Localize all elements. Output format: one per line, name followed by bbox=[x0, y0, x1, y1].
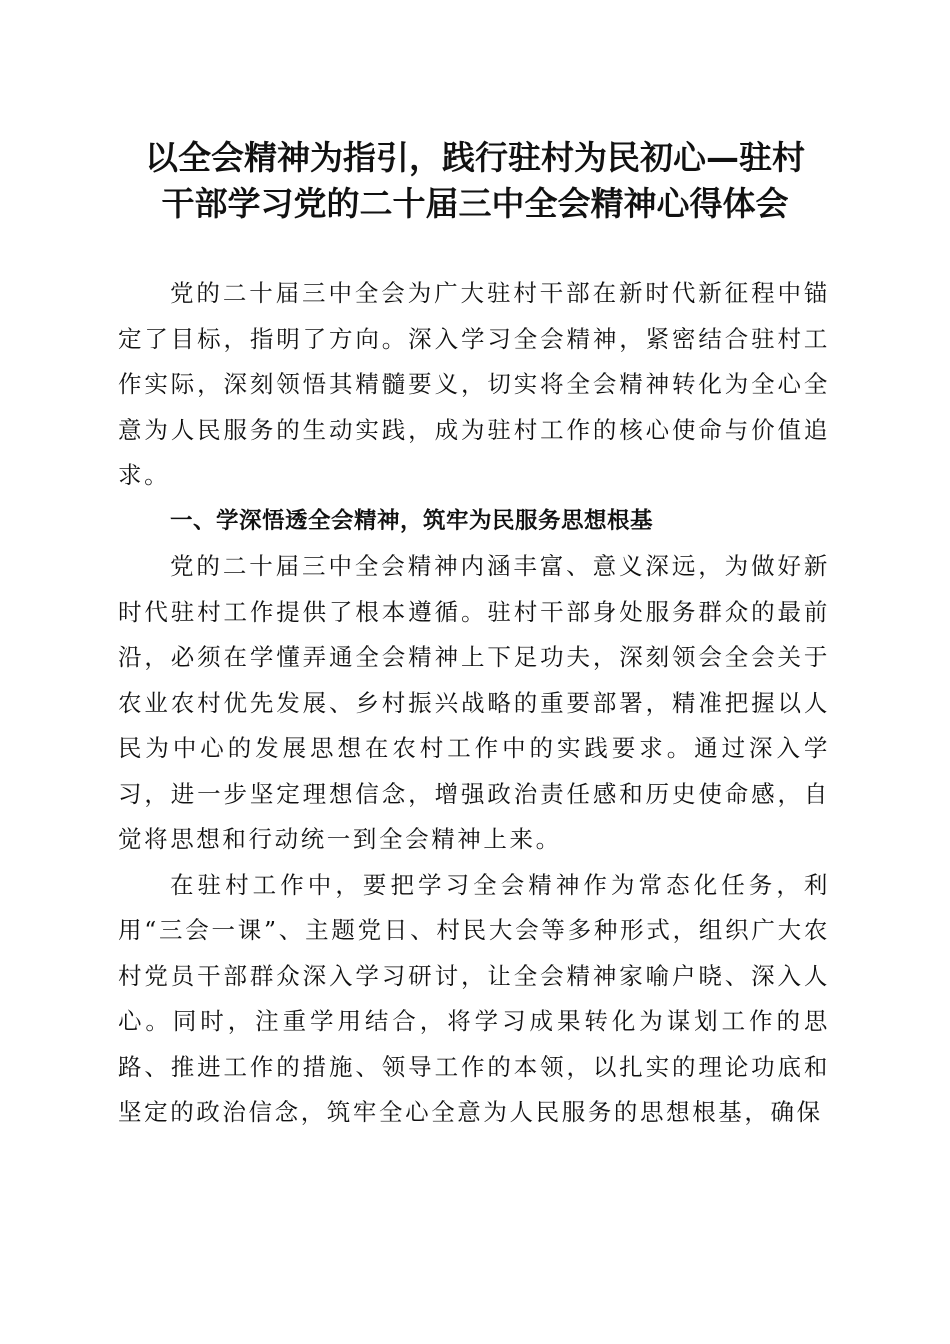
title-line-1: 以全会精神为指引，践行驻村为民初心—驻村 bbox=[145, 138, 805, 177]
document-body bbox=[118, 271, 830, 1136]
section1-paragraph-1: 党的二十届三中全会精神内涵丰富、意义深远，为做好新时代驻村工作提供了根本遵循。驻村干部身处服务群众的最前沿，必须在学懂弄通全会精神上下足功夫，深刻领会全会关于农业农村优先发展、乡村振兴战略的重要部署，精准把握以人民为中心的发展思想在农村工作中的实践要求。通过深入学习，进一步坚定理想信念，增强政治责任感和历史使命感，自觉将思想和行动统一到全会精神上来。 bbox=[118, 552, 830, 853]
section-heading-1: 一、学深悟透全会精神，筑牢为民服务思想根基 bbox=[170, 507, 654, 534]
title-line-2: 干部学习党的二十届三中全会精神心得体会 bbox=[161, 184, 789, 223]
document-title bbox=[100, 135, 850, 227]
intro-paragraph: 党的二十届三中全会为广大驻村干部在新时代新征程中锚定了目标，指明了方向。深入学习全会精神，紧密结合驻村工作实际，深刻领悟其精髓要义，切实将全会精神转化为全心全意为人民服务的生动实践，成为驻村工作的核心使命与价值追求。 bbox=[118, 279, 830, 489]
section1-paragraph-2: 在驻村工作中，要把学习全会精神作为常态化任务，利用“三会一课”、主题党日、村民大会等多种形式，组织广大农村党员干部群众深入学习研讨，让全会精神家喻户晓、深入人心。同时，注重学用结合，将学习成果转化为谋划工作的思路、推进工作的措施、领导工作的本领，以扎实的理论功底和坚定的政治信念，筑牢全心全意为人民服务的思想根基，确保 bbox=[118, 870, 830, 1126]
